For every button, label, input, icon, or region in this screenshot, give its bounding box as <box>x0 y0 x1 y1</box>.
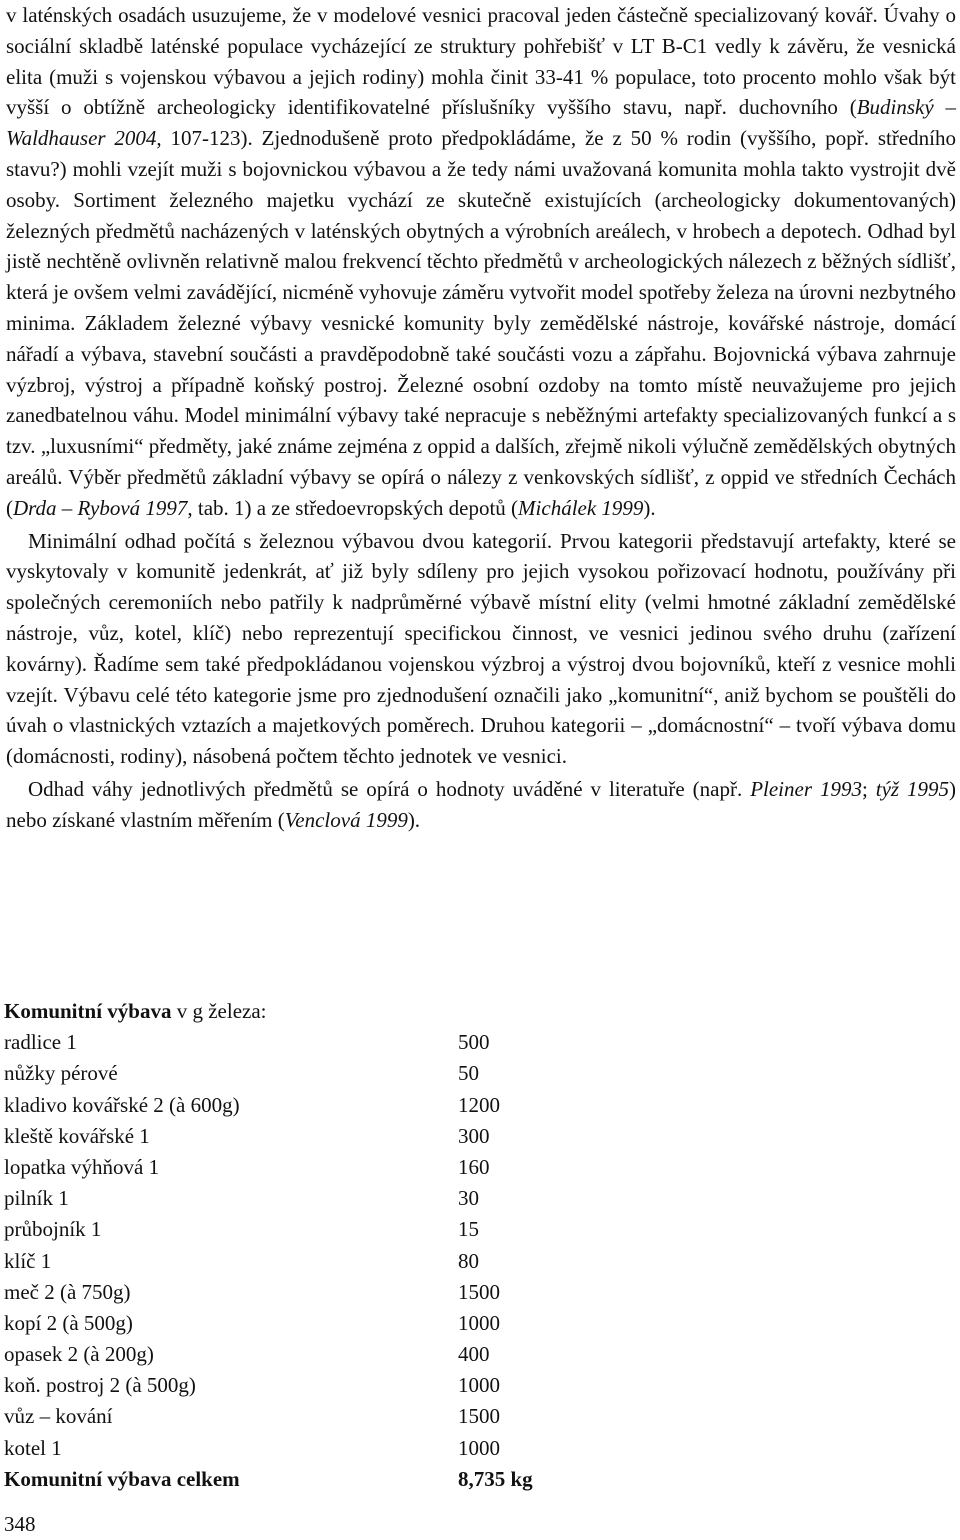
item-weight: 300 <box>458 1123 490 1148</box>
item-name: kopí 2 (à 500g) <box>4 1310 133 1335</box>
list-heading-bold: Komunitní výbava <box>4 999 172 1023</box>
paragraph-text: , 107-123). Zjednodušeně proto předpokládáme, že z 50 % rodin (vyššího, popř. středního stavu?) mohli vzejít muži s bojovnickou výbavou a že tedy námi uvažovaná komunita mohla takto vystrojit dvě osoby. Sortiment železného majetku vychází ze skutečně existujících (archeologicky dokumentovaných) železných předmětů nacházených v laténských obytných a výrobních areálech, v hrobech a depotech. Odhad byl jistě nechtěně ovlivněn relativně malou frekvencí těchto předmětů v archeologických nálezech z běžných sídlišť, která je ovšem velmi zavádějící, nicméně vyhovuje záměru vytvořit model spotřeby železa na úrovni nezbytného minima. Základem železné výbavy vesnické komunity byly zemědělské nástroje, kovářské nástroje, domácí nářadí a výbava, stavební součásti a pravděpodobně také součásti vozu a zápřahu. Bojovnická výbava zahrnuje výzbroj, výstroj a případně koňský postroj. Železné osobní ozdoby na tomto místě neuvažujeme pro jejich zanedbatelnou váhu. Model minimální výbavy také nepracuje s neběžnými artefakty specializovaných funkcí a s tzv. „luxusními“ předměty, jaké známe zejména z oppid a dalších, zřejmě nikoli výlučně zemědělských obytných areálů. Výběr předmětů základní výbavy se opírá o nálezy z venkovských sídlišť, z oppid ve středních Čechách ( <box>6 126 956 520</box>
item-name: kotel 1 <box>4 1435 62 1460</box>
item-name: vůz – kování <box>4 1404 113 1429</box>
list-item <box>4 1058 644 1089</box>
list-item <box>4 1433 644 1464</box>
item-weight: 50 <box>458 1061 479 1086</box>
item-weight: 30 <box>458 1186 479 1211</box>
item-name: radlice 1 <box>4 1030 77 1055</box>
item-name: meč 2 (à 750g) <box>4 1279 131 1304</box>
list-item <box>4 1277 644 1308</box>
item-name: klíč 1 <box>4 1248 52 1273</box>
list-total-label: Komunitní výbava celkem <box>4 1466 240 1491</box>
paragraph-text: ). <box>407 807 421 832</box>
list-item <box>4 1308 644 1339</box>
body-text <box>6 0 956 836</box>
list-item <box>4 1027 644 1058</box>
paragraph-text: , tab. 1) a ze středoevropských depotů ( <box>187 495 519 520</box>
list-item <box>4 1214 644 1245</box>
community-equipment-list <box>4 996 644 1495</box>
item-name: pilník 1 <box>4 1186 69 1211</box>
item-weight: 1000 <box>458 1310 500 1335</box>
item-weight: 1500 <box>458 1404 500 1429</box>
item-name: kladivo kovářské 2 (à 600g) <box>4 1092 240 1117</box>
list-item <box>4 1090 644 1121</box>
list-item <box>4 1183 644 1214</box>
citation-text: Pleiner 1993 <box>750 776 862 801</box>
list-item <box>4 1401 644 1432</box>
paragraph-text: ; <box>861 776 876 801</box>
citation-text: Budinský – Waldhauser 2004 <box>6 95 956 151</box>
citation-text: Michálek 1999 <box>518 495 644 520</box>
paragraph-text: Minimální odhad počítá s železnou výbavou dvou kategorií. Prvou kategorii představují artefakty, které se vyskytovaly v komunitě jedenkrát, ať již byly sdíleny pro jejich vysokou pořizovací hodnotu, používány při společných ceremoniích nebo patřily k nadprůměrné výbavě místní elity (velmi hmotné základní zemědělské nástroje, vůz, kotel, klíč) nebo reprezentují specifickou činnost, ve vesnici jedinou svého druhu (zařízení kovárny). Řadíme sem také předpokládanou vojenskou výzbroj a výstroj dvou bojovníků, kteří z vesnice mohli vzejít. Výbavu celé této kategorie jsme pro zjednodušení označili jako „komunitní“, aniž bychom se pouštěli do úvah o vlastnických vztazích a majetkových poměrech. Druhou kategorii – „domácnostní“ – tvoří výbava domu (domácnosti, rodiny), násobená počtem těchto jednotek ve vesnici. <box>6 528 956 769</box>
item-weight: 1000 <box>458 1435 500 1460</box>
list-item <box>4 1121 644 1152</box>
item-name: nůžky pérové <box>4 1061 118 1086</box>
item-name: průbojník 1 <box>4 1217 102 1242</box>
item-weight: 1200 <box>458 1092 500 1117</box>
citation-text: Drda – Rybová 1997 <box>13 495 188 520</box>
item-weight: 15 <box>458 1217 479 1242</box>
item-weight: 1500 <box>458 1279 500 1304</box>
citation-text: Venclová 1999 <box>284 807 408 832</box>
list-heading <box>4 996 644 1027</box>
item-name: lopatka výhňová 1 <box>4 1154 160 1179</box>
citation-text: týž 1995 <box>875 776 950 801</box>
paragraph-text: ) nebo získané vlastním měřením ( <box>6 776 957 832</box>
list-total-row <box>4 1464 644 1495</box>
item-weight: 500 <box>458 1030 490 1055</box>
paragraph <box>6 774 956 836</box>
item-weight: 80 <box>458 1248 479 1273</box>
list-total-value: 8,735 kg <box>458 1466 533 1491</box>
document-page <box>6 0 956 836</box>
list-heading-rest: v g železa: <box>171 999 267 1023</box>
list-item <box>4 1246 644 1277</box>
list-item <box>4 1152 644 1183</box>
item-name: opasek 2 (à 200g) <box>4 1342 154 1367</box>
page-number: 348 <box>4 1512 36 1536</box>
item-weight: 160 <box>458 1154 490 1179</box>
list-items <box>4 1027 644 1464</box>
paragraph <box>6 0 956 524</box>
paragraph-text: v laténských osadách usuzujeme, že v modelové vesnici pracoval jeden částečně specializovaný kovář. Úvahy o sociální skladbě laténské populace vycházející ze struktury pohřebišť v LT B-C1 vedly k závěru, že vesnická elita (muži s vojenskou výbavou a jejich rodiny) mohla činit 33-41 % populace, toto procento mohlo však být vyšší o obtížně archeologicky identifikovatelné příslušníky vyššího stavu, např. duchovního ( <box>6 3 956 120</box>
list-item <box>4 1339 644 1370</box>
item-weight: 400 <box>458 1342 490 1367</box>
item-name: koň. postroj 2 (à 500g) <box>4 1373 196 1398</box>
item-weight: 1000 <box>458 1373 500 1398</box>
list-item <box>4 1370 644 1401</box>
paragraph-text: Odhad váhy jednotlivých předmětů se opírá o hodnoty uváděné v literatuře (např. <box>28 776 751 801</box>
paragraph <box>6 526 956 772</box>
item-name: kleště kovářské 1 <box>4 1123 150 1148</box>
paragraph-text: ). <box>643 495 656 520</box>
